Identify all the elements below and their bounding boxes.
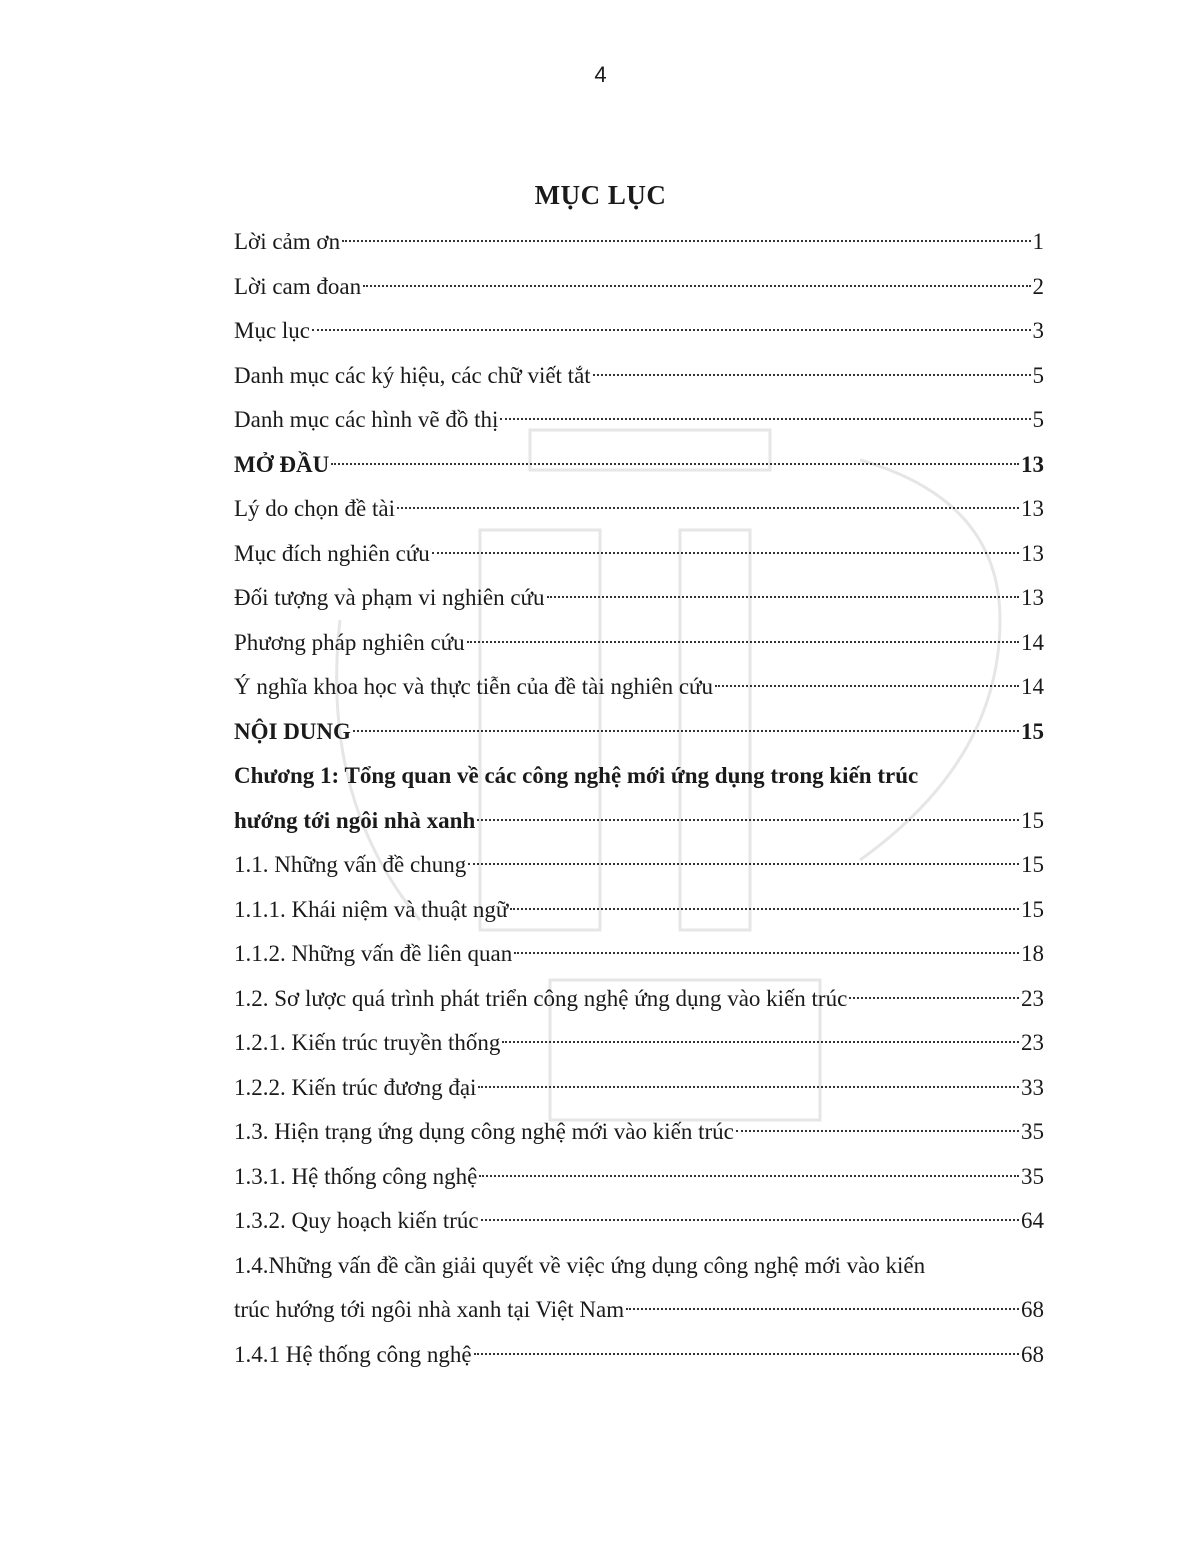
toc-entry-page: 13	[1021, 451, 1044, 477]
toc-entry-chapter[interactable]	[234, 799, 1044, 844]
toc-entry-page: 13	[1021, 496, 1044, 521]
toc-entry-label: Chương 1: Tổng quan về các công nghệ mới ứng dụng trong kiến trúc	[234, 763, 919, 788]
toc-entry-label: Đối tượng và phạm vi nghiên cứu	[234, 585, 545, 610]
dot-leader	[312, 329, 1030, 331]
toc-entry[interactable]	[234, 1333, 1044, 1378]
toc-entry[interactable]	[234, 398, 1044, 443]
toc-entry[interactable]	[234, 532, 1044, 577]
toc-entry[interactable]	[234, 1110, 1044, 1155]
toc-entry-page: 2	[1032, 273, 1044, 299]
dot-leader	[481, 1219, 1019, 1221]
toc-entry[interactable]	[234, 888, 1044, 933]
toc-entry[interactable]	[234, 977, 1044, 1022]
toc-entry-chapter-line1[interactable]	[234, 754, 1044, 799]
dot-leader	[715, 685, 1019, 687]
toc-entry-page: 3	[1032, 318, 1044, 343]
dot-leader	[510, 908, 1019, 910]
toc-entry[interactable]	[234, 265, 1044, 310]
toc-entry-label: 1.1. Những vấn đề chung	[234, 852, 467, 877]
dot-leader	[479, 1175, 1019, 1177]
toc-entry-label: 1.4.Những vấn đề cần giải quyết về việc ứng dụng công nghệ mới vào kiến	[234, 1252, 926, 1278]
toc-entry[interactable]	[234, 1021, 1044, 1066]
toc-entry-label: 1.3.2. Quy hoạch kiến trúc	[234, 1208, 479, 1233]
toc-entry-label: 1.1.2. Những vấn đề liên quan	[234, 941, 513, 966]
toc-entry-page: 23	[1021, 985, 1044, 1011]
toc-entry-label: 1.1.1. Khái niệm và thuật ngữ	[234, 896, 509, 922]
toc-entry-section[interactable]	[234, 710, 1044, 755]
toc-entry-section[interactable]	[234, 443, 1044, 488]
dot-leader	[849, 997, 1019, 999]
toc-entry-label: Mục lục	[234, 318, 311, 343]
toc-entry-page: 23	[1021, 1030, 1044, 1055]
toc-entry[interactable]	[234, 309, 1044, 354]
toc-entry-page: 1	[1032, 229, 1044, 254]
table-of-contents	[234, 220, 1044, 1377]
toc-entry-page: 5	[1032, 362, 1044, 388]
toc-entry-page: 13	[1021, 540, 1044, 566]
toc-entry-label: hướng tới ngôi nhà xanh	[234, 807, 476, 833]
toc-entry[interactable]	[234, 1155, 1044, 1200]
toc-entry-label: 1.2.2. Kiến trúc đương đại	[234, 1074, 477, 1100]
toc-entry[interactable]	[234, 487, 1044, 532]
toc-entry-label: NỘI DUNG	[234, 718, 351, 744]
toc-entry-label: MỞ ĐẦU	[234, 451, 330, 477]
toc-title: MỤC LỤC	[534, 180, 667, 210]
toc-entry[interactable]	[234, 220, 1044, 265]
toc-entry[interactable]	[234, 1199, 1044, 1244]
toc-entry-label: Phương pháp nghiên cứu	[234, 629, 465, 655]
toc-entry-page: 68	[1021, 1341, 1044, 1367]
toc-entry-label: Danh mục các hình vẽ đồ thị	[234, 407, 499, 432]
toc-entry-page: 35	[1021, 1119, 1044, 1144]
toc-entry-label: 1.2. Sơ lược quá trình phát triển công nghệ ứng dụng vào kiến trúc	[234, 985, 848, 1011]
toc-entry[interactable]	[234, 665, 1044, 710]
toc-entry[interactable]	[234, 932, 1044, 977]
toc-entry-label: trúc hướng tới ngôi nhà xanh tại Việt Nam	[234, 1297, 625, 1322]
toc-entry-label: Lời cam đoan	[234, 273, 362, 299]
dot-leader	[500, 418, 1030, 420]
toc-entry-label: 1.3.1. Hệ thống công nghệ	[234, 1163, 478, 1189]
toc-entry-page: 33	[1021, 1074, 1044, 1100]
toc-entry[interactable]	[234, 843, 1044, 888]
toc-entry-page: 18	[1021, 941, 1044, 966]
toc-entry-page: 15	[1021, 718, 1044, 744]
toc-entry[interactable]	[234, 1066, 1044, 1111]
dot-leader	[342, 240, 1030, 242]
toc-entry-line1[interactable]	[234, 1244, 1044, 1289]
toc-entry-label: 1.3. Hiện trạng ứng dụng công nghệ mới vào kiến trúc	[234, 1119, 734, 1144]
dot-leader	[626, 1308, 1019, 1310]
dot-leader	[502, 1041, 1019, 1043]
dot-leader	[331, 463, 1019, 465]
dot-leader	[478, 1086, 1019, 1088]
toc-entry-page: 14	[1021, 674, 1044, 699]
toc-entry-page: 15	[1021, 896, 1044, 922]
dot-leader	[593, 374, 1031, 376]
toc-entry-label: Lý do chọn đề tài	[234, 496, 395, 521]
dot-leader	[353, 730, 1019, 732]
toc-entry-page: 15	[1021, 807, 1044, 833]
toc-entry-label: 1.2.1. Kiến trúc truyền thống	[234, 1030, 501, 1055]
toc-entry-label: Lời cảm ơn	[234, 229, 341, 254]
dot-leader	[363, 285, 1030, 287]
toc-entry-page: 35	[1021, 1163, 1044, 1189]
dot-leader	[477, 819, 1019, 821]
toc-entry-page: 14	[1021, 629, 1044, 655]
toc-entry-label: 1.4.1 Hệ thống công nghệ	[234, 1341, 472, 1367]
toc-entry-label: Danh mục các ký hiệu, các chữ viết tắt	[234, 362, 591, 388]
page-number: 4	[594, 62, 607, 87]
dot-leader	[397, 507, 1019, 509]
toc-entry-label: Mục đích nghiên cứu	[234, 540, 430, 566]
toc-entry-page: 64	[1021, 1208, 1044, 1233]
toc-entry-page: 15	[1021, 852, 1044, 877]
dot-leader	[467, 641, 1019, 643]
toc-entry-label: Ý nghĩa khoa học và thực tiễn của đề tài nghiên cứu	[234, 674, 714, 699]
toc-entry[interactable]	[234, 621, 1044, 666]
toc-entry-page: 5	[1032, 407, 1044, 432]
toc-entry-page: 68	[1021, 1297, 1044, 1322]
dot-leader	[468, 863, 1019, 865]
toc-entry[interactable]	[234, 1288, 1044, 1333]
toc-entry-page: 13	[1021, 585, 1044, 610]
dot-leader	[432, 552, 1019, 554]
toc-entry[interactable]	[234, 576, 1044, 621]
toc-entry[interactable]	[234, 354, 1044, 399]
dot-leader	[474, 1353, 1019, 1355]
dot-leader	[736, 1130, 1019, 1132]
dot-leader	[547, 596, 1020, 598]
dot-leader	[514, 952, 1019, 954]
